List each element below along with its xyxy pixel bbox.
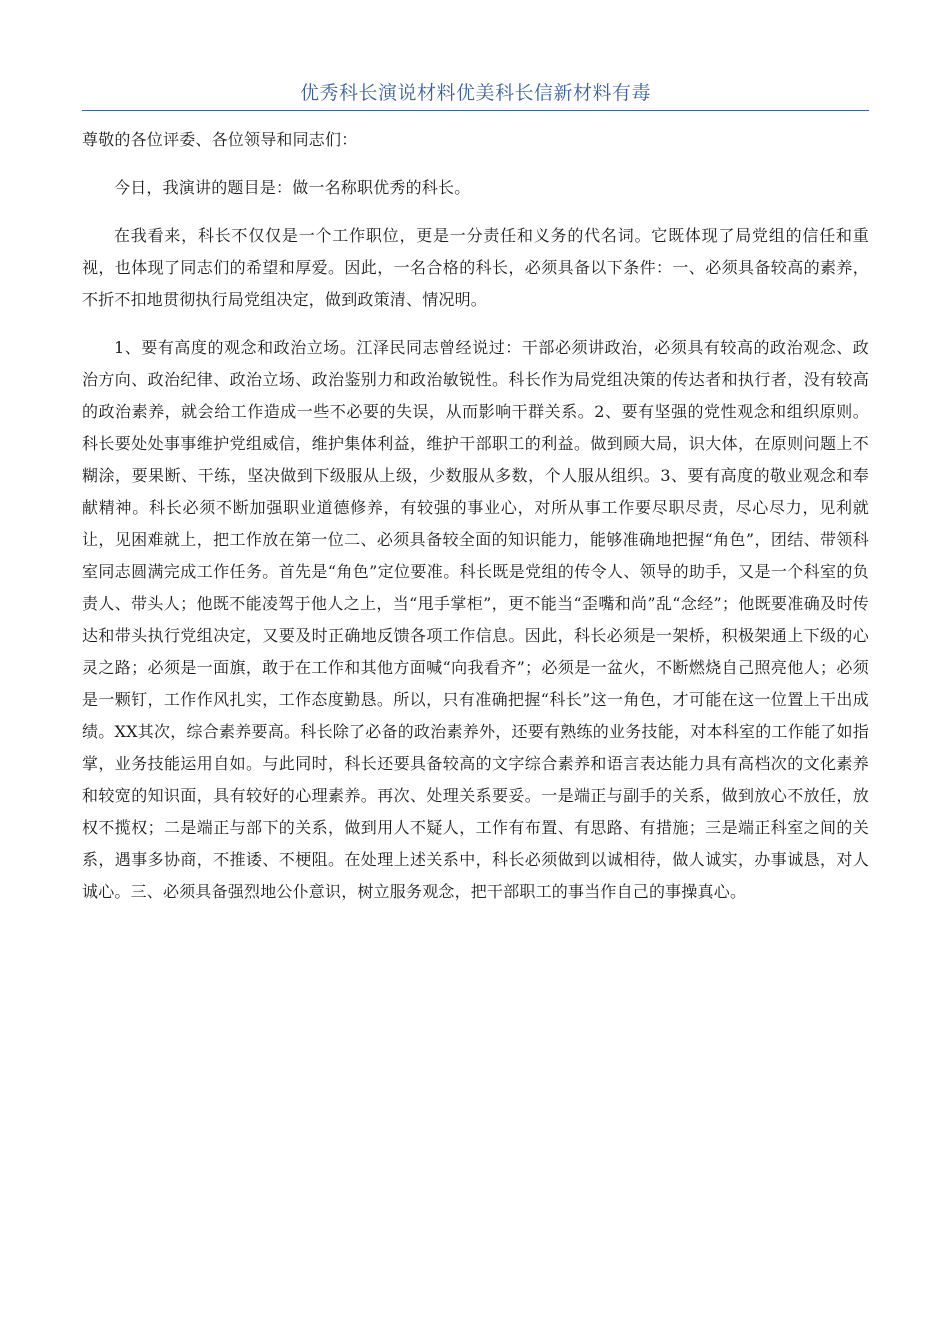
paragraph-introduction: 在我看来，科长不仅仅是一个工作职位，更是一分责任和义务的代名词。它既体现了局党组的信任和重视，也体现了同志们的希望和厚爱。因此，一名合格的科长，必须具备以下条件：一、必须具备较高的素养，不折不扣地贯彻执行局党组决定，做到政策清、情况明。 <box>82 226 869 309</box>
document-body <box>82 124 869 908</box>
paragraph-main-body: 1、要有高度的观念和政治立场。江泽民同志曾经说过：干部必须讲政治，必须具有较高的政治观念、政治方向、政治纪律、政治立场、政治鉴别力和政治敏锐性。科长作为局党组决策的传达者和执行者，没有较高的政治素养，就会给工作造成一些不必要的失误，从而影响干群关系。2、要有坚强的党性观念和组织原则。科长要处处事事维护党组威信，维护集体利益，维护干部职工的利益。做到顾大局，识大体，在原则问题上不糊涂，要果断、干练，坚决做到下级服从上级，少数服从多数，个人服从组织。3、要有高度的敬业观念和奉献精神。科长必须不断加强职业道德修养，有较强的事业心，对所从事工作要尽职尽责，尽心尽力，见利就让，见困难就上，把工作放在第一位二、必须具备较全面的知识能力，能够准确地把握“角色”，团结、带领科室同志圆满完成工作任务。首先是“角色”定位要准。科长既是党组的传令人、领导的助手，又是一个科室的负责人、带头人；他既不能凌驾于他人之上，当“甩手掌柜”，更不能当“歪嘴和尚”乱“念经”；他既要准确及时传达和带头执行党组决定，又要及时正确地反馈各项工作信息。因此，科长必须是一架桥，积极架通上下级的心灵之路；必须是一面旗，敢于在工作和其他方面喊“向我看齐”；必须是一盆火，不断燃烧自己照亮他人；必须是一颗钉，工作作风扎实，工作态度勤恳。所以，只有准确把握“科长”这一角色，才可能在这一位置上干出成绩。XX其次，综合素养要高。科长除了必备的政治素养外，还要有熟练的业务技能，对本科室的工作能了如指掌，业务技能运用自如。与此同时，科长还要具备较高的文字综合素养和语言表达能力具有高档次的文化素养和较宽的知识面，具有较好的心理素养。再次、处理关系要妥。一是端正与副手的关系，做到放心不放任，放权不揽权；二是端正与部下的关系，做到用人不疑人，工作有布置、有思路、有措施；三是端正科室之间的关系，遇事多协商，不推诿、不梗阻。在处理上述关系中，科长必须做到以诚相待，做人诚实，办事诚恳，对人诚心。三、必须具备强烈地公仆意识，树立服务观念，把干部职工的事当作自己的事操真心。 <box>82 338 869 901</box>
salutation: 尊敬的各位评委、各位领导和同志们： <box>82 130 358 149</box>
paragraph-topic: 今日，我演讲的题目是：做一名称职优秀的科长。 <box>114 178 471 197</box>
document-header <box>82 78 869 111</box>
document-title: 优秀科长演说材料优美科长信新材料有毒 <box>299 82 651 104</box>
